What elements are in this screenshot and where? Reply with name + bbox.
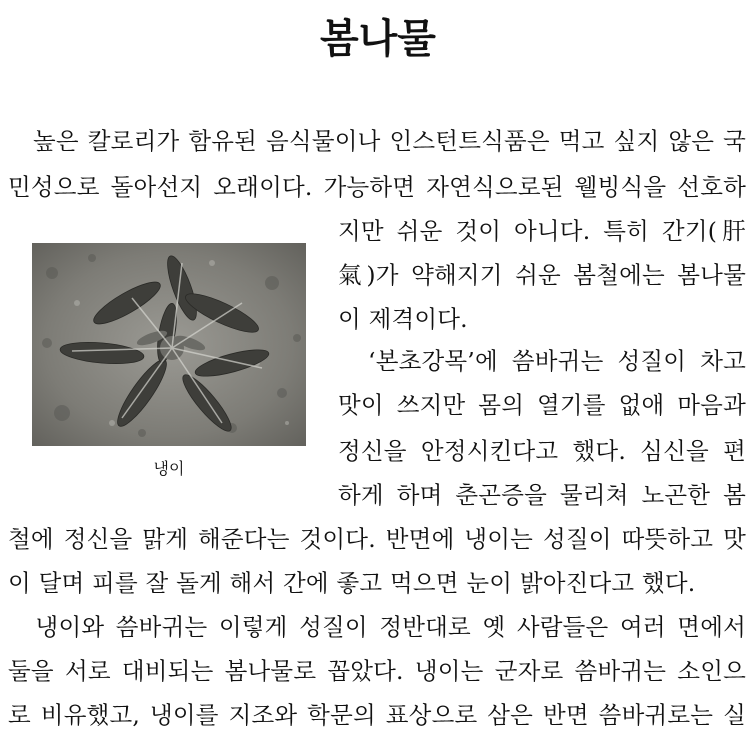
- body-line: 氣)가 약해지기 쉬운 봄철에는 봄나물: [338, 261, 746, 289]
- body-line: 높은 칼로리가 함유된 음식물이나 인스턴트식품은 먹고 싶지 않은 국: [8, 127, 746, 155]
- body-line: 맛이 쓰지만 몸의 열기를 없애 마음과: [338, 391, 746, 419]
- body-line: 냉이와 씀바귀는 이렇게 성질이 정반대로 옛 사람들은 여러 면에서: [8, 613, 746, 641]
- plant-photo: [32, 243, 306, 446]
- body-line: 이 달며 피를 잘 돌게 해서 간에 좋고 먹으면 눈이 밝아진다고 했다.: [8, 569, 696, 597]
- body-line: ‘본초강목’에 씀바귀는 성질이 차고: [338, 347, 746, 375]
- body-line: 정신을 안정시킨다고 했다. 심신을 편: [338, 437, 746, 465]
- body-line: 로 비유했고, 냉이를 지조와 학문의 표상으로 삼은 반면 씀바귀로는 실: [8, 701, 746, 729]
- body-line: 민성으로 돌아선지 오래이다. 가능하면 자연식으로된 웰빙식을 선호하: [8, 173, 746, 201]
- page-title: 봄나물: [320, 16, 436, 62]
- body-line: 하게 하며 춘곤증을 물리쳐 노곤한 봄: [338, 481, 746, 509]
- body-line: 지만 쉬운 것이 아니다. 특히 간기(肝: [338, 217, 746, 245]
- body-line: 이 제격이다.: [338, 305, 468, 333]
- plant-photo-icon: [32, 243, 306, 446]
- body-line: 철에 정신을 맑게 해준다는 것이다. 반면에 냉이는 성질이 따뜻하고 맛: [8, 525, 746, 553]
- photo-caption: 냉이: [153, 459, 185, 478]
- body-line: 둘을 서로 대비되는 봄나물로 꼽았다. 냉이는 군자로 씀바귀는 소인으: [8, 657, 746, 685]
